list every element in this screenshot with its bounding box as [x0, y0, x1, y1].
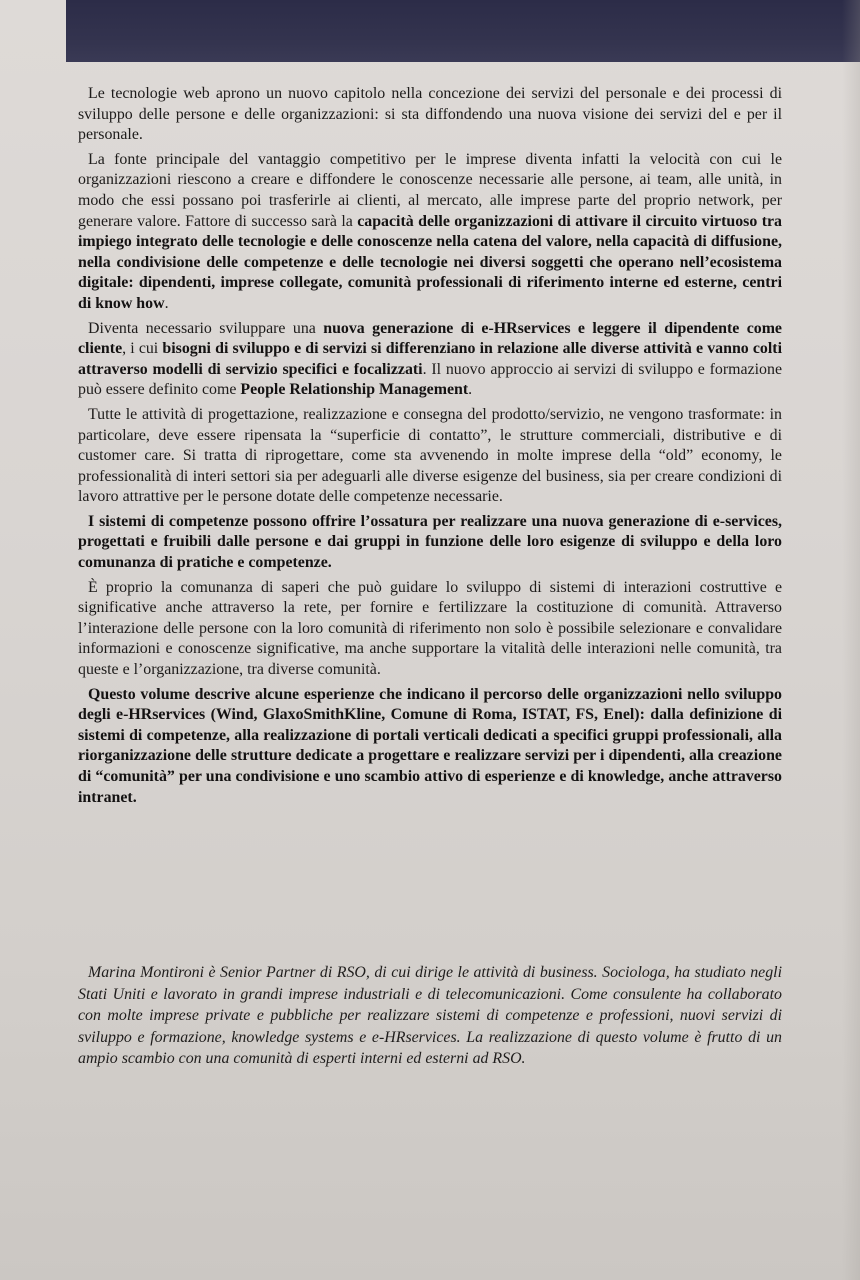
- cover-edge-shadow: [842, 0, 860, 1280]
- bold-text: nuova generazione di e-HRservices e leggere il dipendente come cliente: [78, 319, 782, 358]
- blurb-paragraph: [78, 150, 782, 315]
- bold-text: capacità delle organizzazioni di attivare il circuito virtuoso tra impiego integrato delle tecnologie e delle conoscenze nella catena del valore, nella capacità di diffusione, nella condivisione delle competenze e delle tecnologie nei diversi soggetti che operano nell’ecosistema digitale: dipendenti, imprese collegate, comunità professionali di riferimento interne ed esterne, centri di know how: [78, 212, 782, 312]
- blurb-paragraph: [78, 578, 782, 681]
- body-text: È proprio la comunanza di saperi che può guidare lo sviluppo di sistemi di interazioni costruttive e significative anche attraverso la rete, per fornire e fertilizzare la costituzione di comunità. Attraverso l’interazione delle persone con la loro comunità di riferimento non solo è possibile selezionare e convalidare informazioni e conoscenze significative, ma anche supportare la vitalità delle interazioni nelle comunità, tra queste e l’organizzazione, tra diverse comunità.: [78, 578, 782, 679]
- body-text: , i cui: [122, 340, 163, 358]
- body-text: .: [164, 294, 169, 312]
- body-text: Diventa necessario sviluppare una: [88, 319, 324, 337]
- author-bio: Marina Montironi è Senior Partner di RSO, di cui dirige le attività di business. Sociologa, ha studiato negli Stati Uniti e lavorato in grandi imprese industriali e di telecomunicazioni. Come consulente ha collaborato con molte imprese private e pubbliche per realizzare sistemi di competenze e professioni, nuovi servizi di sviluppo e formazione, knowledge systems e e-HRservices. La realizzazione di questo volume è frutto di un ampio scambio con una comunità di esperti interni ed esterni ad RSO.: [78, 964, 782, 1068]
- blurb-text: [78, 84, 782, 812]
- body-text: .: [468, 381, 473, 399]
- bold-text: Questo volume descrive alcune esperienze che indicano il percorso delle organizzazioni nello sviluppo degli e-HRservices (Wind, GlaxoSmithKline, Comune di Roma, ISTAT, FS, Enel): dalla definizione di sistemi di competenze, alla realizzazione di portali verticali dedicati a specifici gruppi professionali, alla riorganizzazione delle strutture dedicate a progettare e realizzare servizi per i dipendenti, alla creazione di “comunità” per una condivisione e uno scambio attivo di esperienze e di knowledge, anche attraverso intranet.: [78, 685, 782, 806]
- blurb-paragraph: [78, 319, 782, 401]
- top-color-band: [66, 0, 860, 62]
- body-text: La fonte principale del vantaggio competitivo per le imprese diventa infatti la velocità con cui le organizzazioni riescono a creare e diffondere le conoscenze necessarie alle persone, ai team, alle unità, in modo che essi possano poi trasferirle ai clienti, al mercato, alle imprese parte del proprio network, per generare valore. Fattore di successo sarà la: [78, 150, 782, 230]
- body-text: . Il nuovo approccio ai servizi di sviluppo e formazione può essere definito come: [78, 360, 782, 399]
- blurb-paragraph: [78, 685, 782, 809]
- bold-text: bisogni di sviluppo e di servizi si differenziano in relazione alle diverse attività e vanno colti attraverso modelli di servizio specifici e focalizzati: [78, 340, 782, 378]
- bold-text: I sistemi di competenze possono offrire l’ossatura per realizzare una nuova generazione di e-services, progettati e fruibili dalle persone e dai gruppi in funzione delle loro esigenze di sviluppo e della loro comunanza di pratiche e competenze.: [78, 512, 782, 572]
- blurb-paragraph: [78, 512, 782, 574]
- bold-text: People Relationship Management: [240, 381, 469, 399]
- blurb-paragraph: [78, 84, 782, 146]
- blurb-paragraph: [78, 405, 782, 508]
- body-text: Tutte le attività di progettazione, realizzazione e consegna del prodotto/servizio, ne vengono trasformate: in particolare, deve essere ripensata la “superficie di contatto”, le strutture commerciali, distributive e di customer care. Si tratta di riprogettare, come sta avvenendo in molte imprese della “old” economy, le professionalità di interi settori sia per adeguarli alle diverse esigenze del business, sia per creare condizioni di lavoro attrattive per le persone dotate delle competenze necessarie.: [78, 405, 782, 506]
- body-text: Le tecnologie web aprono un nuovo capitolo nella concezione dei servizi del personale e dei processi di sviluppo delle persone e delle organizzazioni: si sta diffondendo una nuova visione dei servizi del e per il personale.: [78, 85, 782, 144]
